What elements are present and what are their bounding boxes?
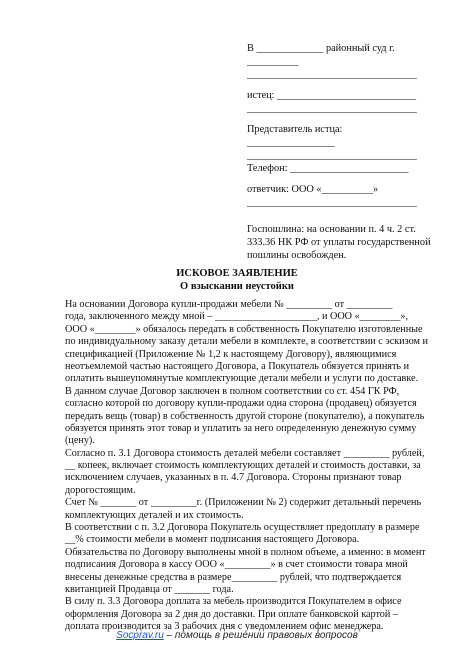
body-line: исключением случаев, указанных в п. 4.7 Договора. Стороны признают товар <box>65 472 402 484</box>
plaintiff-line: истец: ___________________________ <box>247 90 417 101</box>
state-fee-line-3: пошлины освобожден. <box>247 250 347 261</box>
state-fee-line-1: Госпошлина: на основании п. 4 ч. 2 ст. <box>247 224 416 235</box>
body-line: Счет № _______ от _________г. (Приложении № 2) содержит детальный перечень <box>65 497 422 509</box>
body-line: квитанцией Продавца от _______ года. <box>65 583 234 595</box>
body-line: передать вещь (товар) в собственность другой стороне (покупателю), а покупатель <box>65 410 425 422</box>
body-line: оформления Договора за 2 дня до доставки. При оплате банковской картой – <box>65 608 398 620</box>
body-line: комплектующих деталей и их стоимость. <box>65 509 244 521</box>
body-line: Обязательства по Договору выполнены мной в полном объеме, а именно: в момент <box>65 546 426 558</box>
body-line: неотъемлемой частью настоящего Договора, а Покупатель обязуется принять и <box>65 360 410 372</box>
addressee-block <box>247 42 447 262</box>
representative-blank-line-2: _________________________________ <box>247 150 417 161</box>
body-line: ООО «________» обязалось передать в собственность Покупателю изготовленные <box>65 323 423 335</box>
plaintiff-blank-line: _________________________________ <box>247 103 417 114</box>
representative-label: Представитель истца: <box>247 124 343 135</box>
body-line: __ копеек, включает стоимость комплектующих деталей и стоимость доставки, за <box>65 460 421 472</box>
body-line: спецификацией (Приложение № 1,2 к настоящему Договору), являющимися <box>65 348 397 360</box>
court-line: В _____________ районный суд г. <box>247 43 395 54</box>
representative-blank-line: _________________ <box>247 137 335 148</box>
body-line: (цену). <box>65 435 95 447</box>
court-blank-line: _________________________________ <box>247 69 417 80</box>
body-line: доплата производится за 3 рабочих дня с уведомлением офис менеджера. <box>65 621 384 633</box>
footer <box>0 630 474 641</box>
body-line: обязуется принять этот товар и уплатить за него определенную денежную сумму <box>65 422 417 434</box>
body-line: В силу п. 3.3 Договора доплата за мебель производится Покупателем в офисе <box>65 596 402 608</box>
document-subtitle: О взыскании неустойки <box>180 281 294 292</box>
body-line: дорогостоящим. <box>65 484 136 496</box>
state-fee-line-2: 333.36 НК РФ от уплаты государственной <box>247 237 431 248</box>
court-city-line: __________ <box>247 56 299 67</box>
body-line: Согласно п. 3.1 Договора стоимость деталей мебели составляет _________ рублей, <box>65 447 425 459</box>
defendant-line: ответчик: ООО «__________» <box>247 184 379 195</box>
body-line: __% стоимости мебели в момент подписания настоящего Договора. <box>65 534 360 546</box>
body-line: оплатить вышеупомянутые комплектующие детали мебели и услуги по доставке. <box>65 373 419 385</box>
body-line: В данном случае Договор заключен в полном соответствии со ст. 454 ГК РФ, <box>65 385 400 397</box>
body-line: года, заключенного между мной – ____________________, и ООО «________», <box>65 311 409 323</box>
footer-site-link[interactable]: Socprav.ru <box>116 630 164 641</box>
body-line: согласно которой по договору купли-продажи одна сторона (продавец) обязуется <box>65 398 417 410</box>
footer-slogan: – помощь в решении правовых вопросов <box>163 630 358 641</box>
defendant-blank-line: _________________________________ <box>247 197 417 208</box>
body-line: по индивидуальному заказу детали мебели в комплекте, в соответствии с эскизом и <box>65 336 428 348</box>
body-line: внесены денежные средства в размере_________ рублей, что подтверждается <box>65 571 402 583</box>
body-line: В соответствии с п. 3.2 Договора Покупатель осуществляет предоплату в размере <box>65 522 420 534</box>
phone-line: Телефон: _______________________ <box>247 163 409 174</box>
body-line: подписания Договора в кассу ООО «_________» в счет стоимости товара мной <box>65 559 408 571</box>
body-line: На основании Договора купли-продажи мебели № _________ от _________ <box>65 299 393 310</box>
claim-body-text <box>65 299 447 634</box>
document-title: ИСКОВОЕ ЗАЯВЛЕНИЕ <box>176 268 298 279</box>
